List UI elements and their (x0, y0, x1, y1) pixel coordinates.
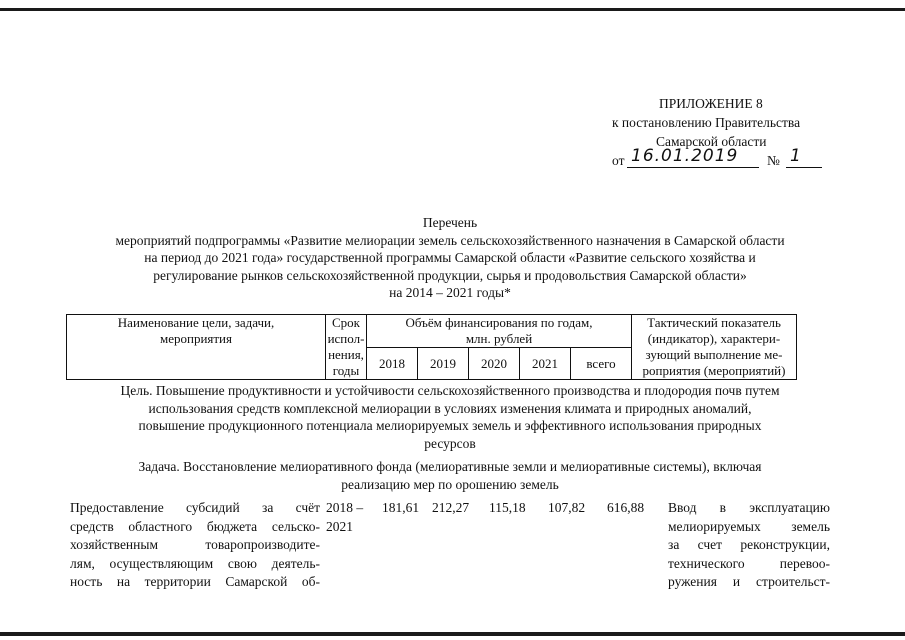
task-section (66, 458, 834, 493)
header-financing: Объём финансирования по годам, млн. рублей (367, 315, 632, 348)
heading-title: Перечень (422, 215, 478, 230)
goal-section (66, 382, 834, 452)
task-line: реализацию мер по орошению земель (341, 476, 559, 492)
header-term: Срок испол- нения, годы (326, 315, 367, 380)
header-year-2019: 2019 (418, 348, 469, 380)
header-year-2018: 2018 (367, 348, 418, 380)
value-2020: 115,18 (489, 500, 526, 515)
measure-name: Предоставление субсидий за счёт средств областного бюджета сельско- хозяйственным товаропроизводите- лям, осуществляющим свою деятель- ность на территории Самарской об- (70, 500, 320, 589)
goal-line: Цель. Повышение продуктивности и устойчивости сельскохозяйственного производства и плодородия почв путем (120, 383, 780, 398)
header-name: Наименование цели, задачи, мероприятия (67, 315, 326, 380)
heading-line: мероприятий подпрограммы «Развитие мелиорации земель сельскохозяйственного назначения в Самарской области (115, 232, 785, 248)
handwritten-date: 16.01.2019 (627, 145, 759, 168)
handwritten-number: 1 (786, 145, 822, 168)
appendix-stamp (590, 94, 830, 170)
header-indicator: Тактический показатель (индикатор), характери- зующий выполнение ме- роприятия (мероприятий) (632, 315, 797, 380)
scan-border-top (0, 8, 905, 11)
value-2018: 181,61 (382, 500, 420, 515)
document-heading (60, 214, 840, 302)
heading-line: регулирование рынков сельскохозяйственной продукции, сырья и продовольствия Самарской области» (153, 267, 747, 283)
measure-term: 2018 – 2021 (326, 500, 364, 534)
header-year-2021: 2021 (520, 348, 571, 380)
appendix-date-number-row (612, 146, 832, 170)
goal-line: использования средств комплексной мелиорации в условиях изменения климата и природных аномалий, (148, 400, 752, 416)
date-prefix: от (612, 153, 625, 168)
heading-line: на период до 2021 года» государственной программы Самарской области «Развитие сельского хозяйства и (144, 250, 756, 265)
measures-table-header (66, 314, 797, 380)
appendix-title: ПРИЛОЖЕНИЕ 8 (659, 96, 763, 111)
header-year-2020: 2020 (469, 348, 520, 380)
appendix-region-line: Самарской области (656, 134, 767, 149)
heading-line: на 2014 – 2021 годы* (389, 285, 511, 300)
task-line: Задача. Восстановление мелиоративного фонда (мелиоративные земли и мелиоративные системы), включая (138, 459, 762, 474)
measure-indicator: Ввод в эксплуатацию мелиорируемых земель за счет реконструкции, технического перевоо- ружения и строительст- (668, 500, 830, 589)
goal-line: повышение продукционного потенциала мелиорируемых земель и эффективного использования природных (138, 418, 762, 433)
value-total: 616,88 (607, 500, 645, 515)
value-2021: 107,82 (548, 500, 586, 515)
header-total: всего (571, 348, 632, 380)
scan-border-bottom (0, 632, 905, 636)
goal-line: ресурсов (424, 435, 476, 451)
number-sign: № (767, 153, 780, 168)
appendix-resolution-line: к постановлению Правительства (612, 115, 801, 130)
value-2019: 212,27 (432, 500, 470, 515)
